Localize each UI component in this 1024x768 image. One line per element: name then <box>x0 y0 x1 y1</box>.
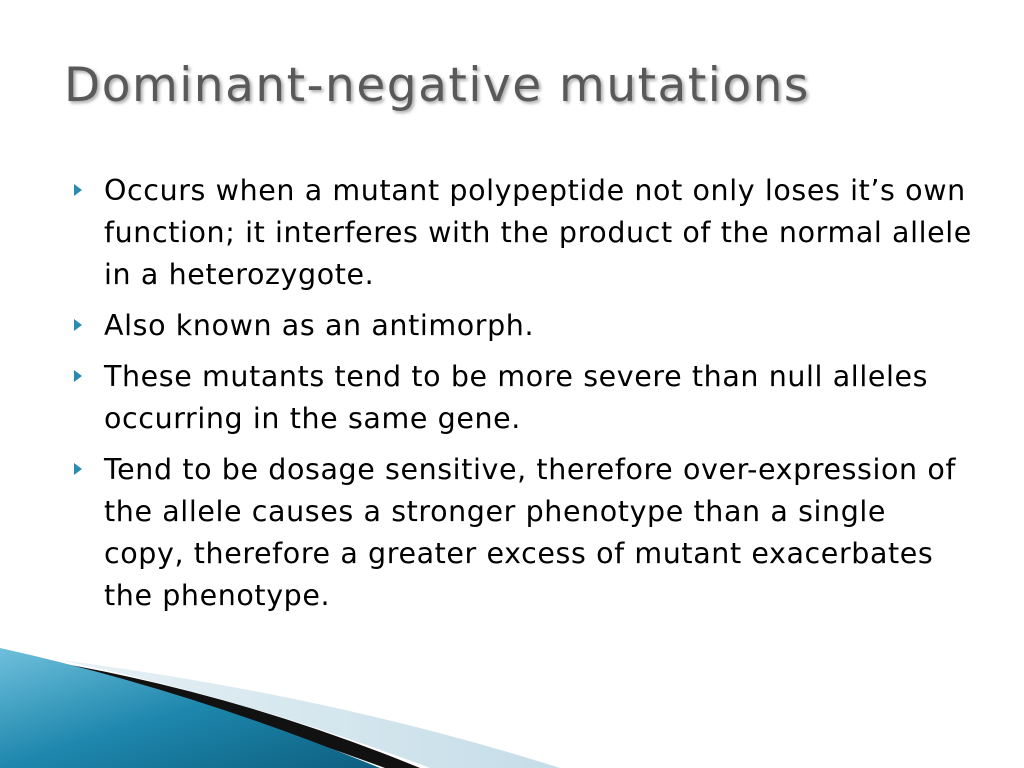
triangle-right-icon <box>74 319 82 331</box>
bullet-text: Occurs when a mutant polypeptide not only loses it’s own function; it interferes with the product of the normal allele in a heterozygote. <box>104 174 972 291</box>
triangle-right-icon <box>74 370 82 382</box>
triangle-right-icon <box>74 184 82 196</box>
bullet-item <box>74 170 974 296</box>
swoosh-dark-stripe <box>30 658 420 768</box>
bullet-text: These mutants tend to be more severe than null alleles occurring in the same gene. <box>104 360 929 435</box>
slide-title: Dominant-negative mutations <box>64 58 810 113</box>
bullet-text: Tend to be dosage sensitive, therefore over-expression of the allele causes a stronger phenotype than a single copy, therefore a greater excess of mutant exacerbates the phenotype. <box>104 453 957 612</box>
swoosh-light-band <box>60 660 560 768</box>
bullet-item <box>74 356 974 440</box>
bullet-item <box>74 305 974 347</box>
bullet-item <box>74 449 974 617</box>
bullet-text: Also known as an antimorph. <box>104 309 535 342</box>
bullet-list <box>74 170 974 626</box>
triangle-right-icon <box>74 463 82 475</box>
swoosh-blue-wave <box>0 648 380 768</box>
